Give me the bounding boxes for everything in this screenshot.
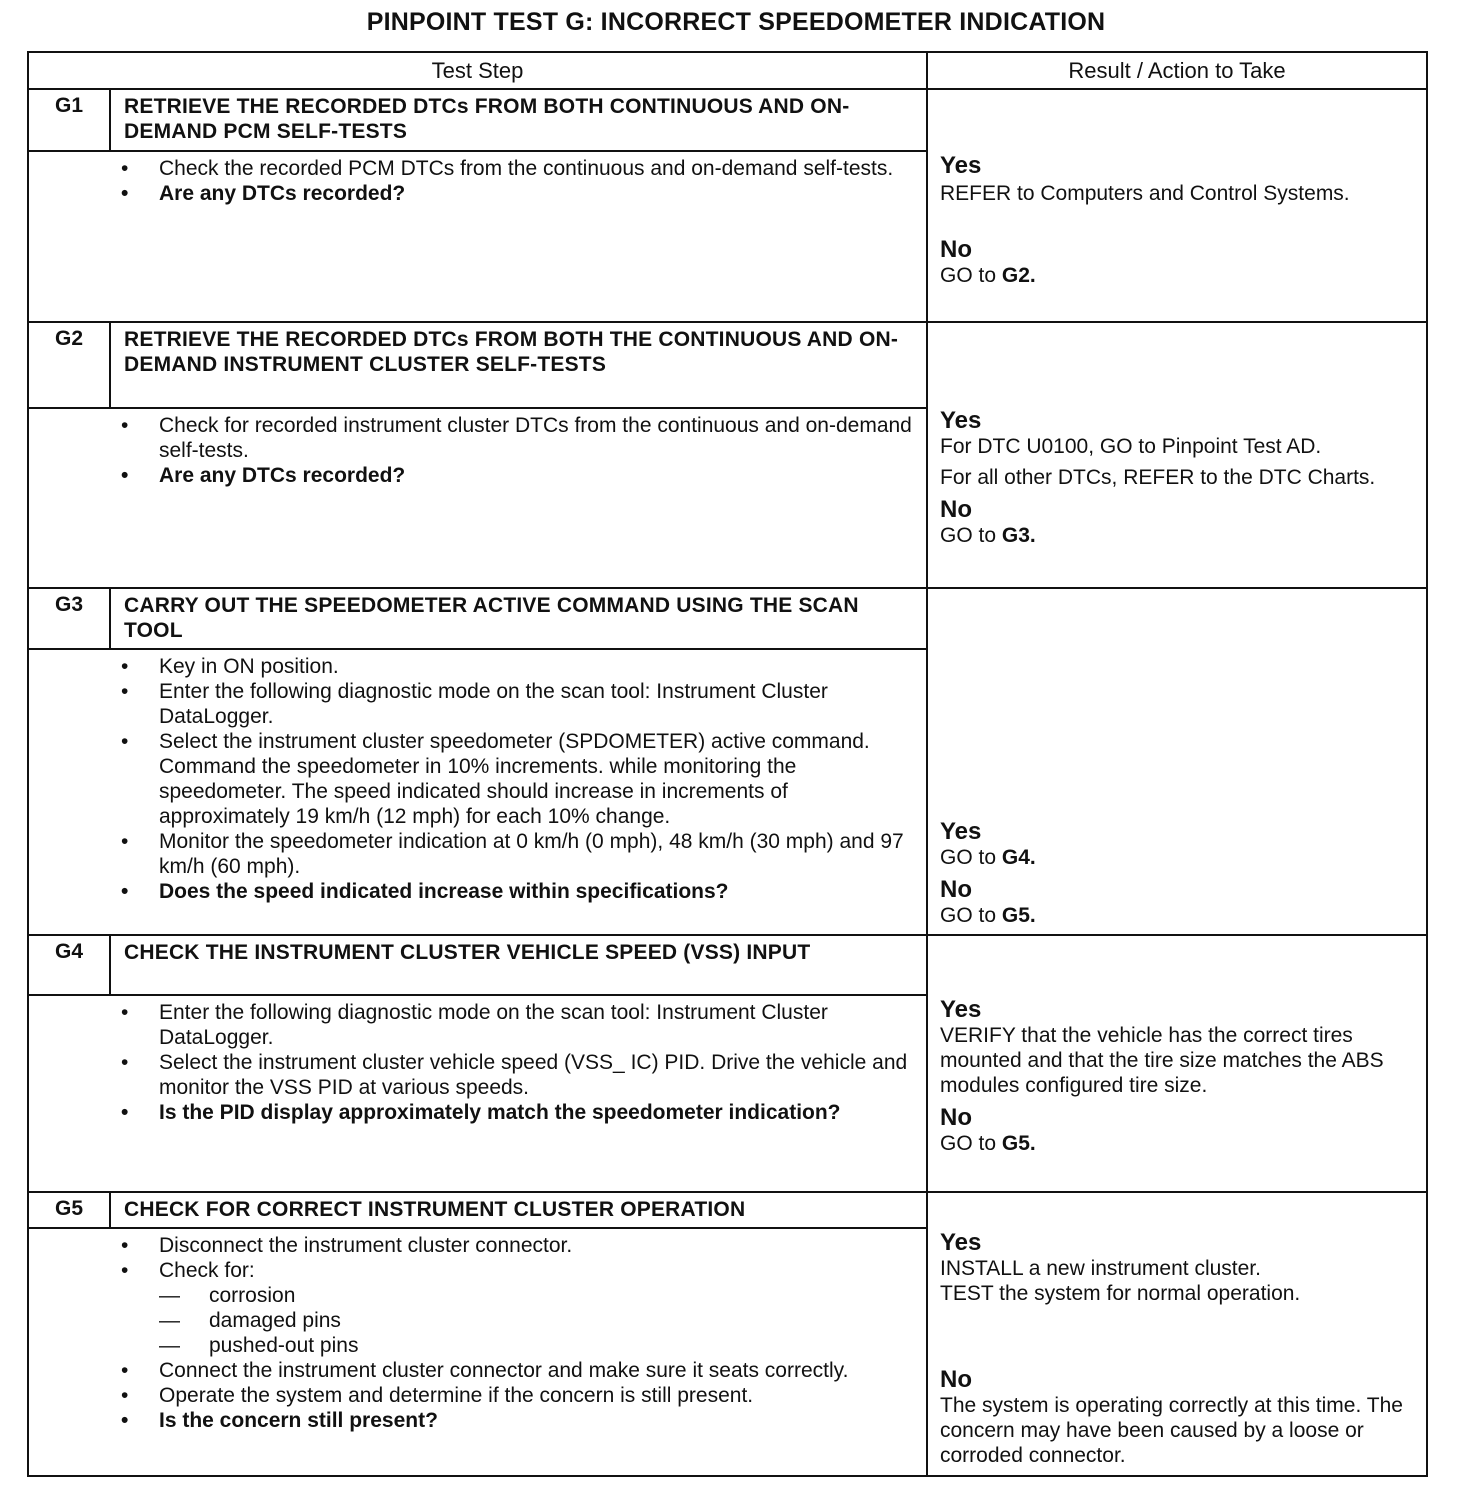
step-question: • Is the PID display approximately match the speedometer indication?: [121, 1100, 916, 1125]
step-heading: CARRY OUT THE SPEEDOMETER ACTIVE COMMAND USING THE SCAN TOOL: [111, 589, 928, 650]
step-question: • Are any DTCs recorded?: [121, 181, 916, 206]
step-heading: CHECK FOR CORRECT INSTRUMENT CLUSTER OPERATION: [111, 1193, 928, 1229]
no-action-prefix: GO to: [940, 904, 1002, 927]
instruction-item: • Disconnect the instrument cluster connector.: [121, 1233, 916, 1258]
no-action: [940, 263, 1416, 288]
no-label: No: [940, 1104, 972, 1131]
no-action: [940, 1131, 1416, 1156]
goto-step-link[interactable]: G5.: [1001, 1132, 1036, 1155]
no-label: No: [940, 876, 972, 903]
step-instructions: [29, 409, 928, 589]
result-cell: [928, 90, 1426, 323]
yes-action: For all other DTCs, REFER to the DTC Charts.: [940, 466, 1376, 489]
step-heading: RETRIEVE THE RECORDED DTCs FROM BOTH CONTINUOUS AND ON-DEMAND PCM SELF-TESTS: [111, 90, 928, 152]
result-cell: [928, 589, 1426, 936]
no-action-prefix: GO to: [940, 524, 1002, 547]
step-id: G4: [29, 936, 111, 996]
instruction-item: • Enter the following diagnostic mode on the scan tool: Instrument Cluster DataLogger.: [121, 679, 916, 729]
instruction-item: • Operate the system and determine if the concern is still present.: [121, 1383, 916, 1408]
yes-label: Yes: [940, 818, 982, 845]
instruction-text: Check for:: [159, 1259, 255, 1282]
check-item: — damaged pins: [159, 1308, 916, 1333]
result-cell: [928, 323, 1426, 589]
instruction-item: • Key in ON position.: [121, 654, 916, 679]
yes-action: VERIFY that the vehicle has the correct tires mounted and that the tire size matches the ABS modules configured tire size.: [940, 1024, 1384, 1097]
step-question: • Is the concern still present?: [121, 1408, 916, 1433]
step-heading: RETRIEVE THE RECORDED DTCs FROM BOTH THE CONTINUOUS AND ON-DEMAND INSTRUMENT CLUSTER SELF-TESTS: [111, 323, 928, 409]
goto-step-link[interactable]: G2.: [1001, 264, 1036, 287]
instruction-item: [121, 1258, 916, 1358]
check-item: — corrosion: [159, 1283, 916, 1308]
yes-action: [940, 845, 1416, 870]
instruction-item: • Select the instrument cluster speedometer (SPDOMETER) active command. Command the speedometer in 10% increments. while monitoring the speedometer. The speed indicated should increase in increments of approximately 19 km/h (12 mph) for each 10% change.: [121, 729, 916, 829]
yes-label: Yes: [940, 152, 982, 179]
step-id: G3: [29, 589, 111, 650]
goto-step-link[interactable]: G4.: [1001, 846, 1036, 869]
no-label: No: [940, 236, 972, 263]
no-action-prefix: GO to: [940, 1132, 1002, 1155]
instruction-item: • Monitor the speedometer indication at 0 km/h (0 mph), 48 km/h (30 mph) and 97 km/h (60 mph).: [121, 829, 916, 879]
yes-label: Yes: [940, 1229, 982, 1256]
no-action-prefix: GO to: [940, 264, 1002, 287]
goto-step-link[interactable]: G3.: [1001, 524, 1036, 547]
instruction-item: • Check for recorded instrument cluster DTCs from the continuous and on-demand self-tests.: [121, 413, 916, 463]
instruction-item: • Connect the instrument cluster connector and make sure it seats correctly.: [121, 1358, 916, 1383]
step-instructions: [29, 152, 928, 323]
no-action: [940, 903, 1416, 928]
step-heading: CHECK THE INSTRUMENT CLUSTER VEHICLE SPEED (VSS) INPUT: [111, 936, 928, 996]
yes-label: Yes: [940, 996, 982, 1023]
page-title: PINPOINT TEST G: INCORRECT SPEEDOMETER INDICATION: [366, 8, 1106, 36]
yes-action: TEST the system for normal operation.: [940, 1282, 1301, 1305]
column-header-test-step: Test Step: [29, 53, 928, 90]
no-action: [940, 523, 1416, 548]
step-instructions: [29, 996, 928, 1193]
check-list: [159, 1283, 916, 1358]
result-cell: [928, 936, 1426, 1193]
step-question: • Are any DTCs recorded?: [121, 463, 916, 488]
step-id: G5: [29, 1193, 111, 1229]
yes-action: INSTALL a new instrument cluster.: [940, 1257, 1261, 1280]
no-action: The system is operating correctly at this time. The concern may have been caused by a loose or corroded connector.: [940, 1394, 1403, 1467]
instruction-item: • Select the instrument cluster vehicle speed (VSS_ IC) PID. Drive the vehicle and monitor the VSS PID at various speeds.: [121, 1050, 916, 1100]
yes-action-prefix: GO to: [940, 846, 1002, 869]
goto-step-link[interactable]: G5.: [1001, 904, 1036, 927]
instruction-item: • Check the recorded PCM DTCs from the continuous and on-demand self-tests.: [121, 156, 916, 181]
check-item: — pushed-out pins: [159, 1333, 916, 1358]
step-instructions: [29, 1229, 928, 1475]
step-instructions: [29, 650, 928, 936]
column-header-result: Result / Action to Take: [928, 53, 1426, 90]
step-id: G1: [29, 90, 111, 152]
instruction-item: • Enter the following diagnostic mode on the scan tool: Instrument Cluster DataLogger.: [121, 1000, 916, 1050]
yes-action: For DTC U0100, GO to Pinpoint Test AD.: [940, 435, 1322, 458]
step-id: G2: [29, 323, 111, 409]
step-question: • Does the speed indicated increase within specifications?: [121, 879, 916, 904]
yes-label: Yes: [940, 407, 982, 434]
no-label: No: [940, 1366, 972, 1393]
pinpoint-test-table: [27, 51, 1428, 1477]
result-cell: [928, 1193, 1426, 1475]
no-label: No: [940, 496, 972, 523]
yes-action: REFER to Computers and Control Systems.: [940, 182, 1350, 205]
